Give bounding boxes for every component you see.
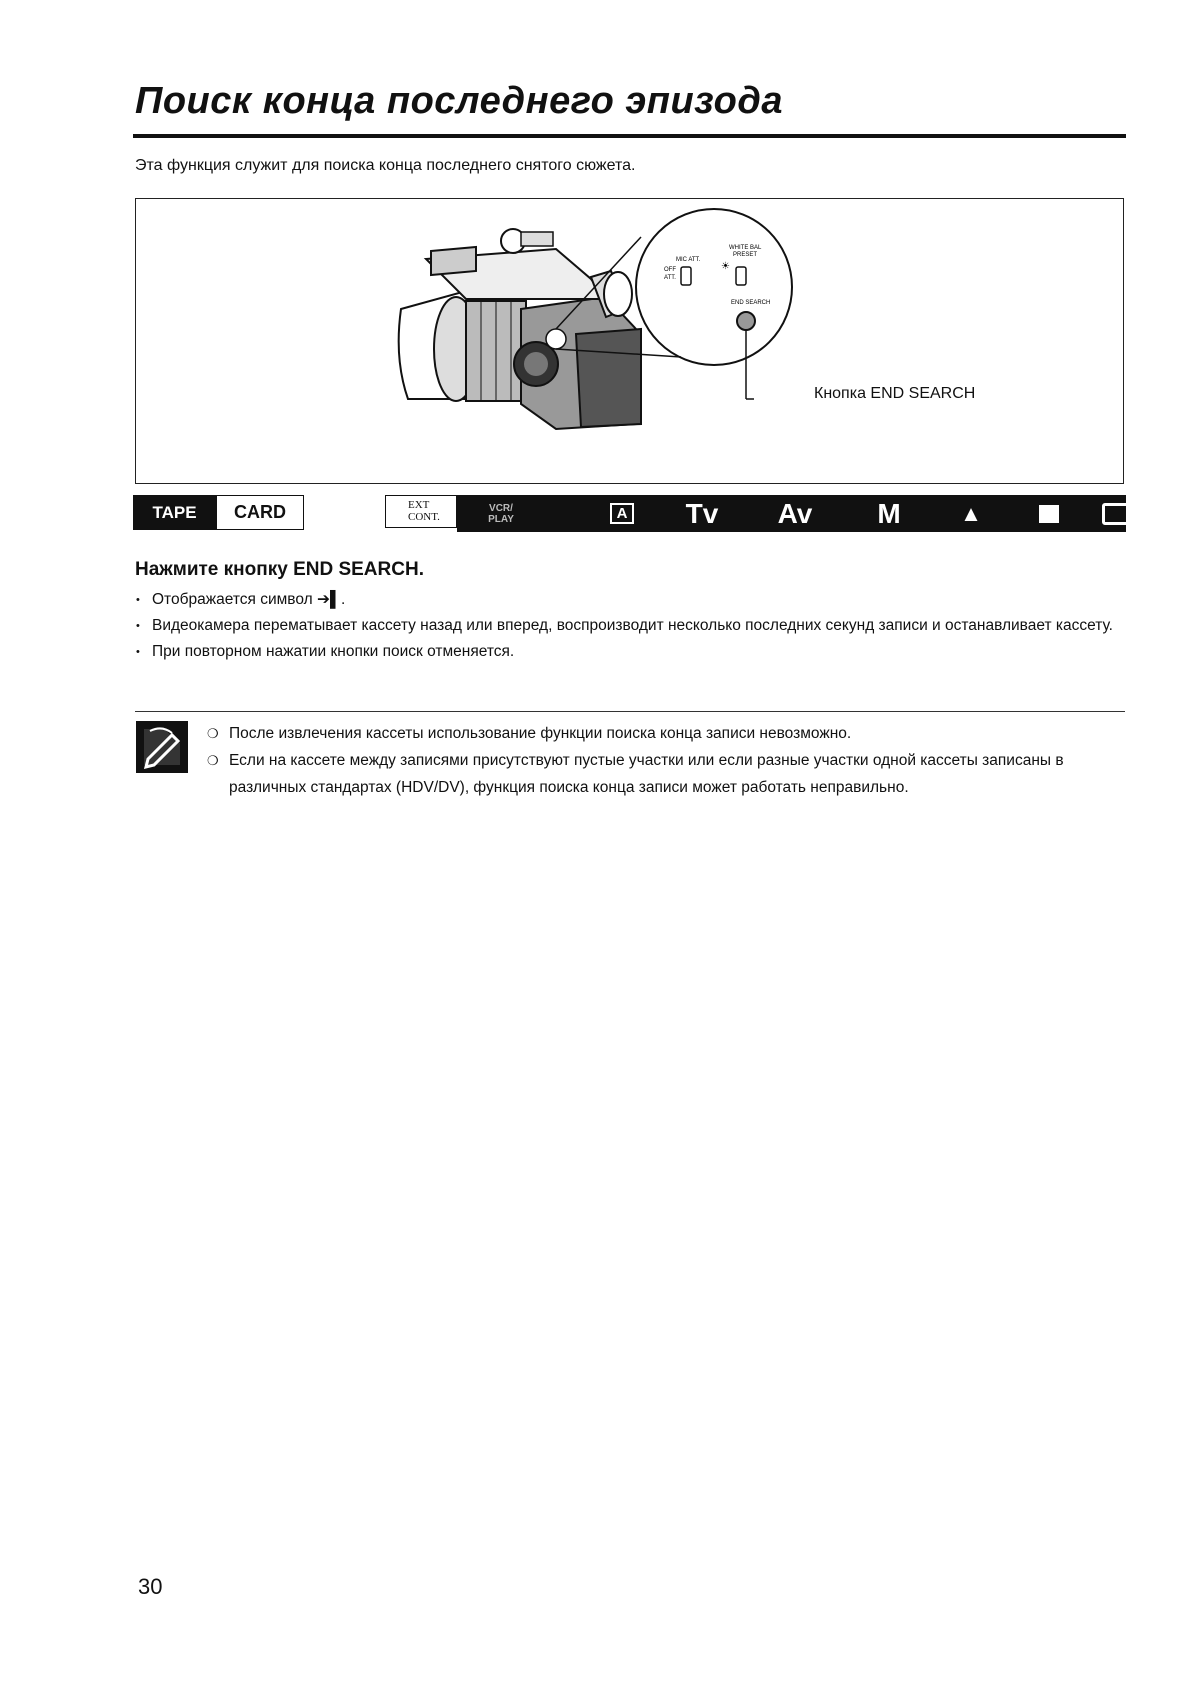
note-divider <box>135 711 1125 712</box>
notes-list <box>207 720 1127 801</box>
intro-text: Эта функция служит для поиска конца последнего снятого сюжета. <box>135 157 636 174</box>
svg-text:PRESET: PRESET <box>733 252 758 258</box>
svg-text:MIC ATT.: MIC ATT. <box>676 257 701 263</box>
mode-ext-line2: CONT. <box>408 511 440 523</box>
note-item: ❍ После извлечения кассеты использование функции поиска конца записи невозможно. <box>207 720 1127 747</box>
bullet-item <box>135 587 1125 613</box>
bullet-end: . <box>340 591 346 608</box>
mode-tape: TAPE <box>133 495 216 530</box>
step-bullets <box>135 587 1125 665</box>
page-number: 30 <box>138 1574 163 1599</box>
bullet-item: • При повторном нажатии кнопки поиск отменяется. <box>135 639 1125 665</box>
title-divider <box>133 134 1126 138</box>
mode-indicator-bar <box>133 495 1126 532</box>
svg-text:ATT.: ATT. <box>664 275 676 281</box>
mode-tv: Tv <box>685 497 719 529</box>
mode-auto-label: A <box>610 503 635 524</box>
svg-text:☀: ☀ <box>721 261 730 272</box>
mode-vcr-play <box>457 495 545 532</box>
camera-illustration <box>135 198 1124 484</box>
camcorder-drawing <box>136 199 1125 485</box>
svg-text:END SEARCH: END SEARCH <box>731 300 771 306</box>
mode-card: CARD <box>216 495 304 530</box>
mode-vcr-line2: PLAY <box>488 513 514 525</box>
bullet-text: Отображается символ <box>152 591 313 608</box>
mode-ext-cont <box>385 495 457 528</box>
mode-program-group <box>457 495 1126 532</box>
step-heading: Нажмите кнопку END SEARCH. <box>135 559 424 580</box>
end-search-callout: Кнопка END SEARCH <box>814 385 976 402</box>
spotlight-icon: ▲ <box>960 500 982 526</box>
svg-text:WHITE BAL: WHITE BAL <box>729 245 762 251</box>
end-search-symbol: ➔▌ <box>316 591 341 608</box>
mode-manual: M <box>877 497 901 529</box>
mode-auto <box>597 495 647 532</box>
night-icon <box>1029 495 1069 532</box>
page-title: Поиск конца последнего эпизода <box>135 80 783 122</box>
portrait-icon <box>1097 495 1137 532</box>
pencil-note-icon <box>136 721 188 773</box>
mode-av: Av <box>777 497 813 529</box>
mode-vcr-line1: VCR/ <box>489 502 513 514</box>
mode-ext-line1: EXT <box>408 499 430 511</box>
note-item: ❍ Если на кассете между записями присутствуют пустые участки или если разные участки одной кассеты записаны в различных стандартах (HDV/DV), функция поиска конца записи может работать неправильно. <box>207 747 1127 801</box>
svg-text:OFF: OFF <box>664 267 676 273</box>
bullet-item: • Видеокамера перематывает кассету назад или вперед, воспроизводит несколько последних секунд записи и останавливает кассету. <box>135 613 1125 639</box>
